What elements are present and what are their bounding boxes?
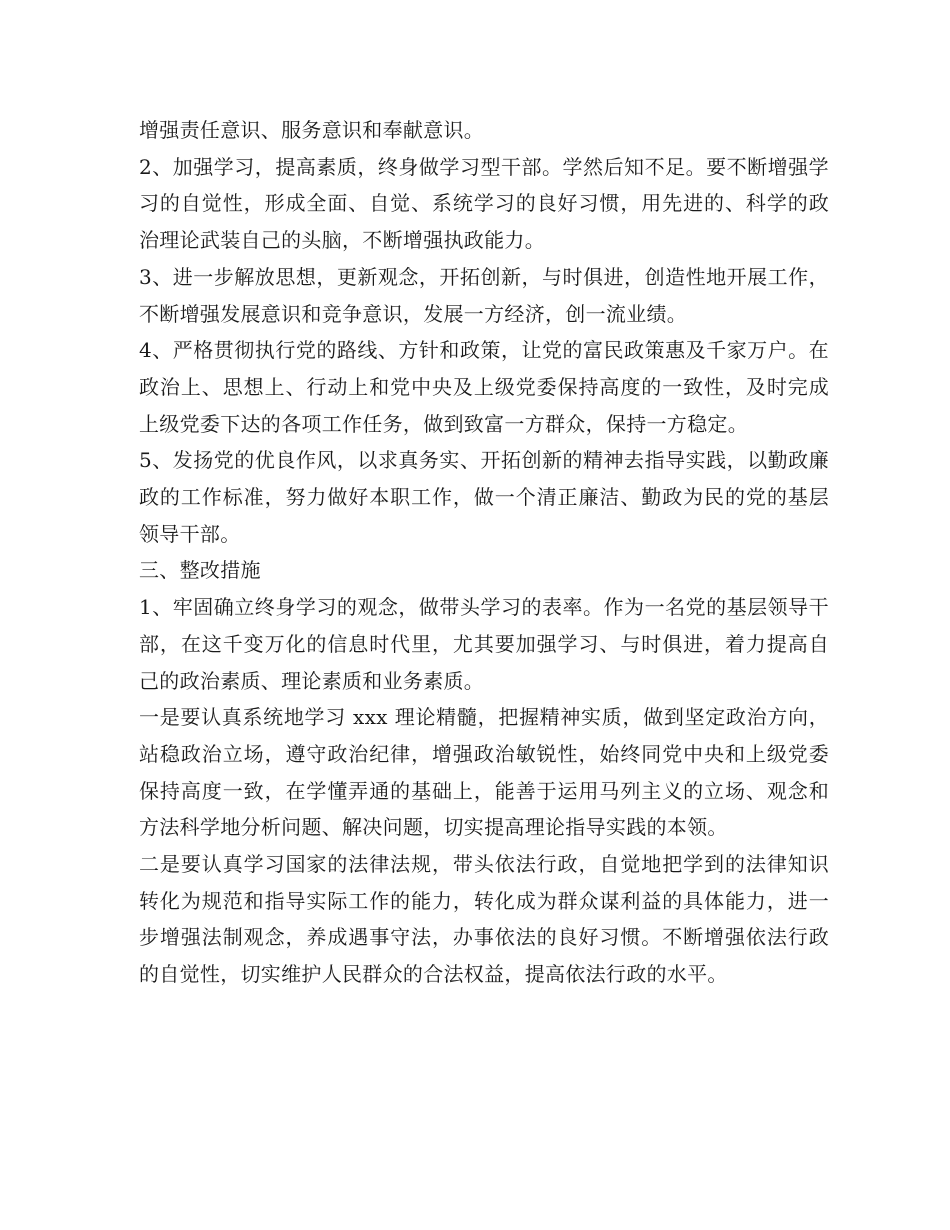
paragraph-7: 一是要认真系统地学习 xxx 理论精髓，把握精神实质，做到坚定政治方向，站稳政治立场，遵守政治纪律，增强政治敏锐性，始终同党中央和上级党委保持高度一致，在学懂弄通的基础上，能善于运用马列主义的立场、观念和方法科学地分析问题、解决问题，切实提高理论指导实践的本领。 <box>139 705 829 840</box>
paragraph-8: 二是要认真学习国家的法律法规，带头依法行政，自觉地把学到的法律知识转化为规范和指导实际工作的能力，转化成为群众谋利益的具体能力，进一步增强法制观念，养成遇事守法，办事依法的良好习惯。不断增强依法行政的自觉性，切实维护人民群众的合法权益，提高依法行政的水平。 <box>139 852 829 987</box>
paragraph-2: 2、加强学习，提高素质，终身做学习型干部。学然后知不足。要不断增强学习的自觉性，形成全面、自觉、系统学习的良好习惯，用先进的、科学的政治理论武装自己的头脑，不断增强执政能力。 <box>139 154 829 253</box>
document-body <box>139 112 829 993</box>
paragraph-5: 5、发扬党的优良作风，以求真务实、开拓创新的精神去指导实践，以勤政廉政的工作标准，努力做好本职工作，做一个清正廉洁、勤政为民的党的基层领导干部。 <box>139 448 829 546</box>
paragraph-6: 1、牢固确立终身学习的观念，做带头学习的表率。作为一名党的基层领导干部，在这千变万化的信息时代里，尤其要加强学习、与时俱进，着力提高自己的政治素质、理论素质和业务素质。 <box>139 595 829 693</box>
paragraph-3: 3、进一步解放思想，更新观念，开拓创新，与时俱进，创造性地开展工作，不断增强发展意识和竞争意识，发展一方经济，创一流业绩。 <box>139 264 829 326</box>
section-heading: 三、整改措施 <box>139 558 261 583</box>
paragraph-1: 增强责任意识、服务意识和奉献意识。 <box>139 118 485 142</box>
paragraph-4: 4、严格贯彻执行党的路线、方针和政策，让党的富民政策惠及千家万户。在政治上、思想上、行动上和党中央及上级党委保持高度的一致性，及时完成上级党委下达的各项工作任务，做到致富一方群众，保持一方稳定。 <box>139 338 829 436</box>
